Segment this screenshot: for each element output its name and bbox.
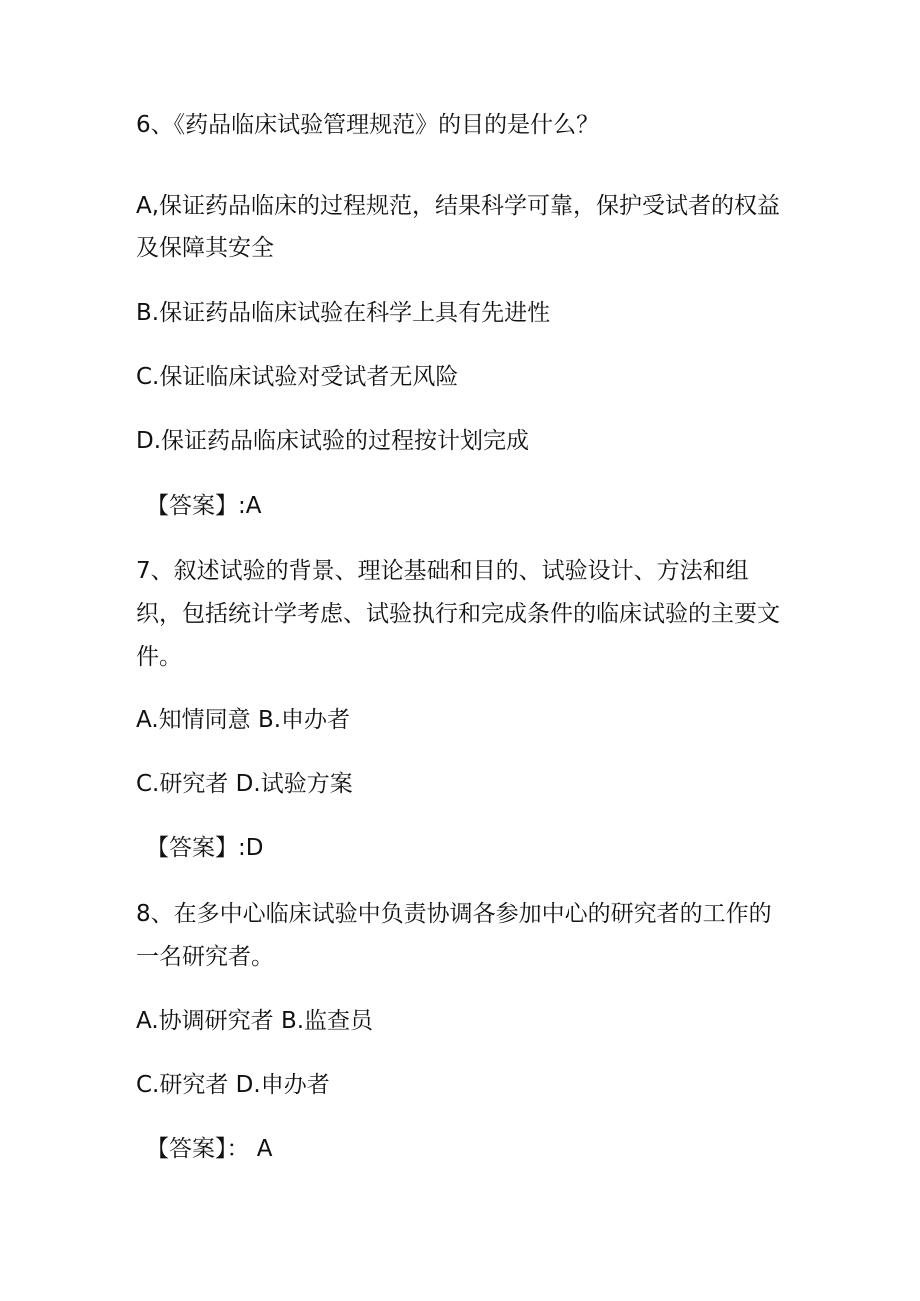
question-8-options-ab: A.协调研究者 B.监查员 (136, 1008, 374, 1034)
question-7-options-cd: C.研究者 D.试验方案 (136, 771, 353, 797)
question-6-option-d: D.保证药品临床试验的过程按计划完成 (136, 428, 530, 454)
question-8-stem-line-2: 一名研究者。 (136, 944, 274, 970)
question-7-stem-line-2: 织，包括统计学考虑、试验执行和完成条件的临床试验的主要文 (136, 601, 780, 627)
question-7-answer: 【答案】:D (146, 835, 264, 861)
question-8-answer: 【答案】： A (146, 1136, 273, 1162)
question-6-option-b: B.保证药品临床试验在科学上具有先进性 (136, 300, 551, 326)
question-8-options-cd: C.研究者 D.申办者 (136, 1072, 330, 1098)
question-6-answer: 【答案】:A (146, 493, 262, 519)
question-6-option-a: A,保证药品临床的过程规范，结果科学可靠，保护受试者的权益 (136, 193, 781, 219)
question-6-option-a-continued: 及保障其安全 (136, 235, 274, 261)
question-7-stem-line-1: 7、叙述试验的背景、理论基础和目的、试验设计、方法和组 (136, 558, 749, 584)
question-7-options-ab: A.知情同意 B.申办者 (136, 707, 351, 733)
question-8-stem-line-1: 8、在多中心临床试验中负责协调各参加中心的研究者的工作的 (136, 901, 772, 927)
question-6-option-c: C.保证临床试验对受试者无风险 (136, 364, 459, 390)
question-6-stem: 6、《药品临床试验管理规范》的目的是什么？ (136, 112, 600, 138)
question-7-stem-line-3: 件。 (136, 644, 182, 670)
